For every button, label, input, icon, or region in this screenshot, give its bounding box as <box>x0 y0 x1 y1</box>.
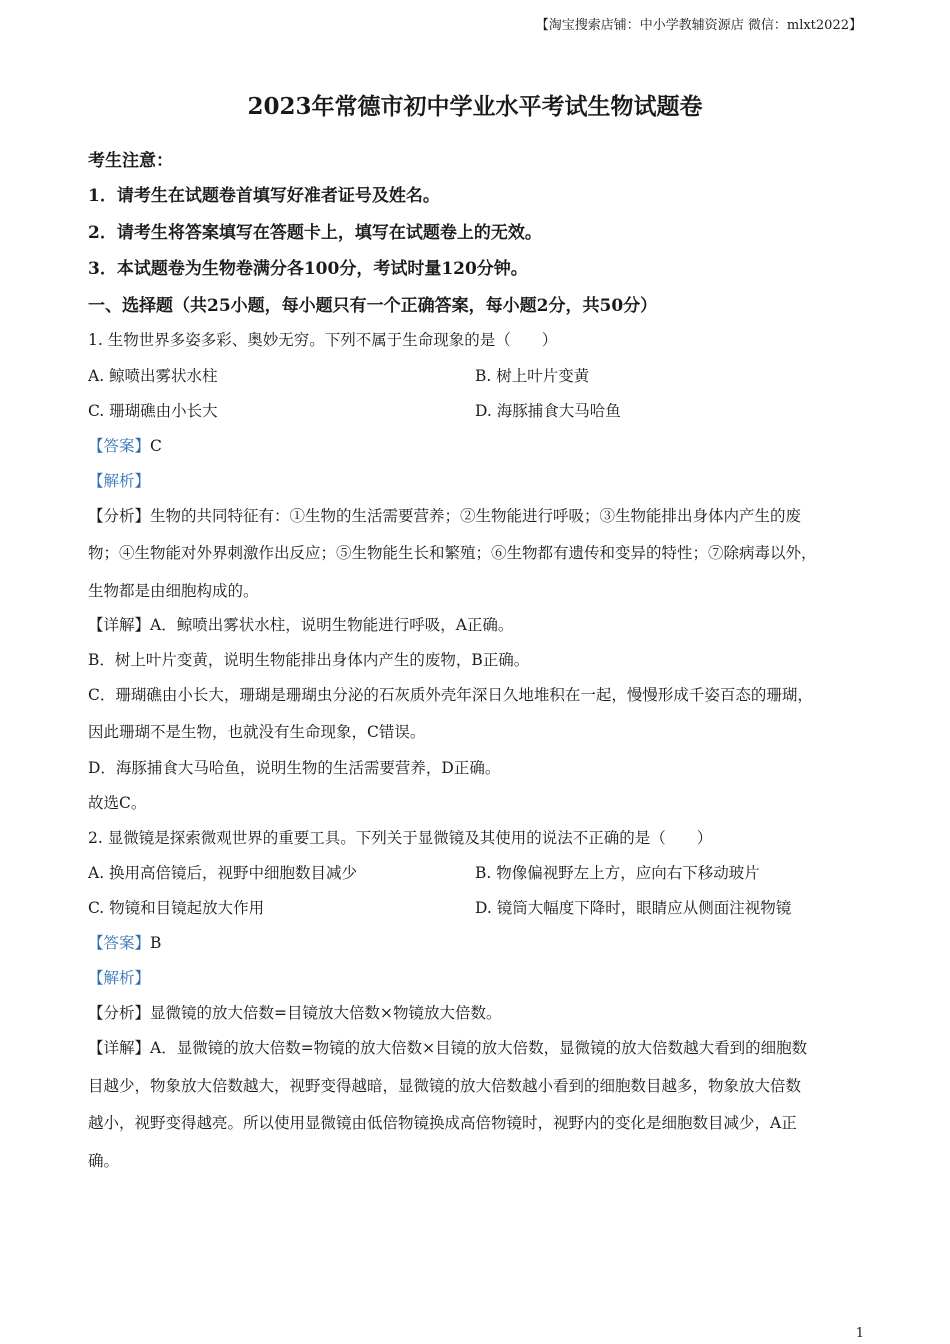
q1-stem: 1. 生物世界多姿多彩、奥妙无穷。下列不属于生命现象的是（ ） <box>88 331 558 349</box>
q2-answer <box>88 931 161 953</box>
q1-option-a: A. 鲸喷出雾状水柱 <box>88 367 218 385</box>
q2-option-d: D. 镜筒大幅度下降时，眼睛应从侧面注视物镜 <box>475 899 792 917</box>
q1-line-8: D．海豚捕食大马哈鱼，说明生物的生活需要营养，D正确。 <box>88 759 501 777</box>
header-note: 【淘宝搜索店铺：中小学教辅资源店 微信：mlxt2022】 <box>535 18 862 33</box>
q2-line-2: 【详解】A．显微镜的放大倍数=物镜的放大倍数×目镜的放大倍数，显微镜的放大倍数越大看到的细胞数 <box>88 1039 808 1057</box>
q2-option-c: C. 物镜和目镜起放大作用 <box>88 899 265 917</box>
q1-option-b: B. 树上叶片变黄 <box>475 367 590 385</box>
notice-heading: 考生注意： <box>88 151 173 171</box>
q1-line-1: 【分析】生物的共同特征有：①生物的生活需要营养；②生物能进行呼吸；③生物能排出身体内产生的废 <box>88 507 802 525</box>
q2-answer-value: B <box>150 934 162 952</box>
q1-answer <box>88 434 162 456</box>
q1-line-3: 生物都是由细胞构成的。 <box>88 582 259 600</box>
page-number: 1 <box>855 1326 864 1341</box>
answer-tag: 【答案】 <box>88 437 151 455</box>
q2-line-4: 越小，视野变得越亮。所以使用显微镜由低倍物镜换成高倍物镜时，视野内的变化是细胞数目减少，A正 <box>88 1114 797 1132</box>
q1-line-6: C．珊瑚礁由小长大，珊瑚是珊瑚虫分泌的石灰质外壳年深日久地堆积在一起，慢慢形成千姿百态的珊瑚， <box>88 686 813 704</box>
q1-line-2: 物；④生物能对外界刺激作出反应；⑤生物能生长和繁殖；⑥生物都有遗传和变异的特性；⑦除病毒以外， <box>88 544 817 562</box>
notice-item-3: 3．本试题卷为生物卷满分各100分，考试时量120分钟。 <box>88 259 528 279</box>
q2-line-3: 目越少，物象放大倍数越大，视野变得越暗，显微镜的放大倍数越小看到的细胞数目越多，物象放大倍数 <box>88 1077 802 1095</box>
page-title: 2023年常德市初中学业水平考试生物试题卷 <box>247 93 703 120</box>
q1-line-4: 【详解】A．鲸喷出雾状水柱，说明生物能进行呼吸，A正确。 <box>88 616 514 634</box>
q1-option-c: C. 珊瑚礁由小长大 <box>88 402 218 420</box>
answer-tag: 【答案】 <box>88 934 151 952</box>
q1-line-9: 故选C。 <box>88 794 147 812</box>
q2-line-5: 确。 <box>88 1152 120 1170</box>
q1-option-d: D. 海豚捕食大马哈鱼 <box>475 402 621 420</box>
section-title: 一、选择题（共25小题，每小题只有一个正确答案，每小题2分，共50分） <box>88 296 658 316</box>
q1-line-7: 因此珊瑚不是生物，也就没有生命现象，C错误。 <box>88 723 426 741</box>
q1-line-5: B．树上叶片变黄，说明生物能排出身体内产生的废物，B正确。 <box>88 651 530 669</box>
q2-analysis-tag: 【解析】 <box>88 969 151 987</box>
notice-item-1: 1．请考生在试题卷首填写好准者证号及姓名。 <box>88 186 440 206</box>
q1-answer-value: C <box>150 437 162 455</box>
q2-option-a: A. 换用高倍镜后，视野中细胞数目减少 <box>88 864 358 882</box>
q2-option-b: B. 物像偏视野左上方，应向右下移动玻片 <box>475 864 760 882</box>
notice-item-2: 2．请考生将答案填写在答题卡上，填写在试题卷上的无效。 <box>88 223 542 243</box>
q2-stem: 2. 显微镜是探索微观世界的重要工具。下列关于显微镜及其使用的说法不正确的是（ ） <box>88 829 713 847</box>
q2-line-1: 【分析】显微镜的放大倍数=目镜放大倍数×物镜放大倍数。 <box>88 1004 502 1022</box>
q1-analysis-tag: 【解析】 <box>88 472 151 490</box>
